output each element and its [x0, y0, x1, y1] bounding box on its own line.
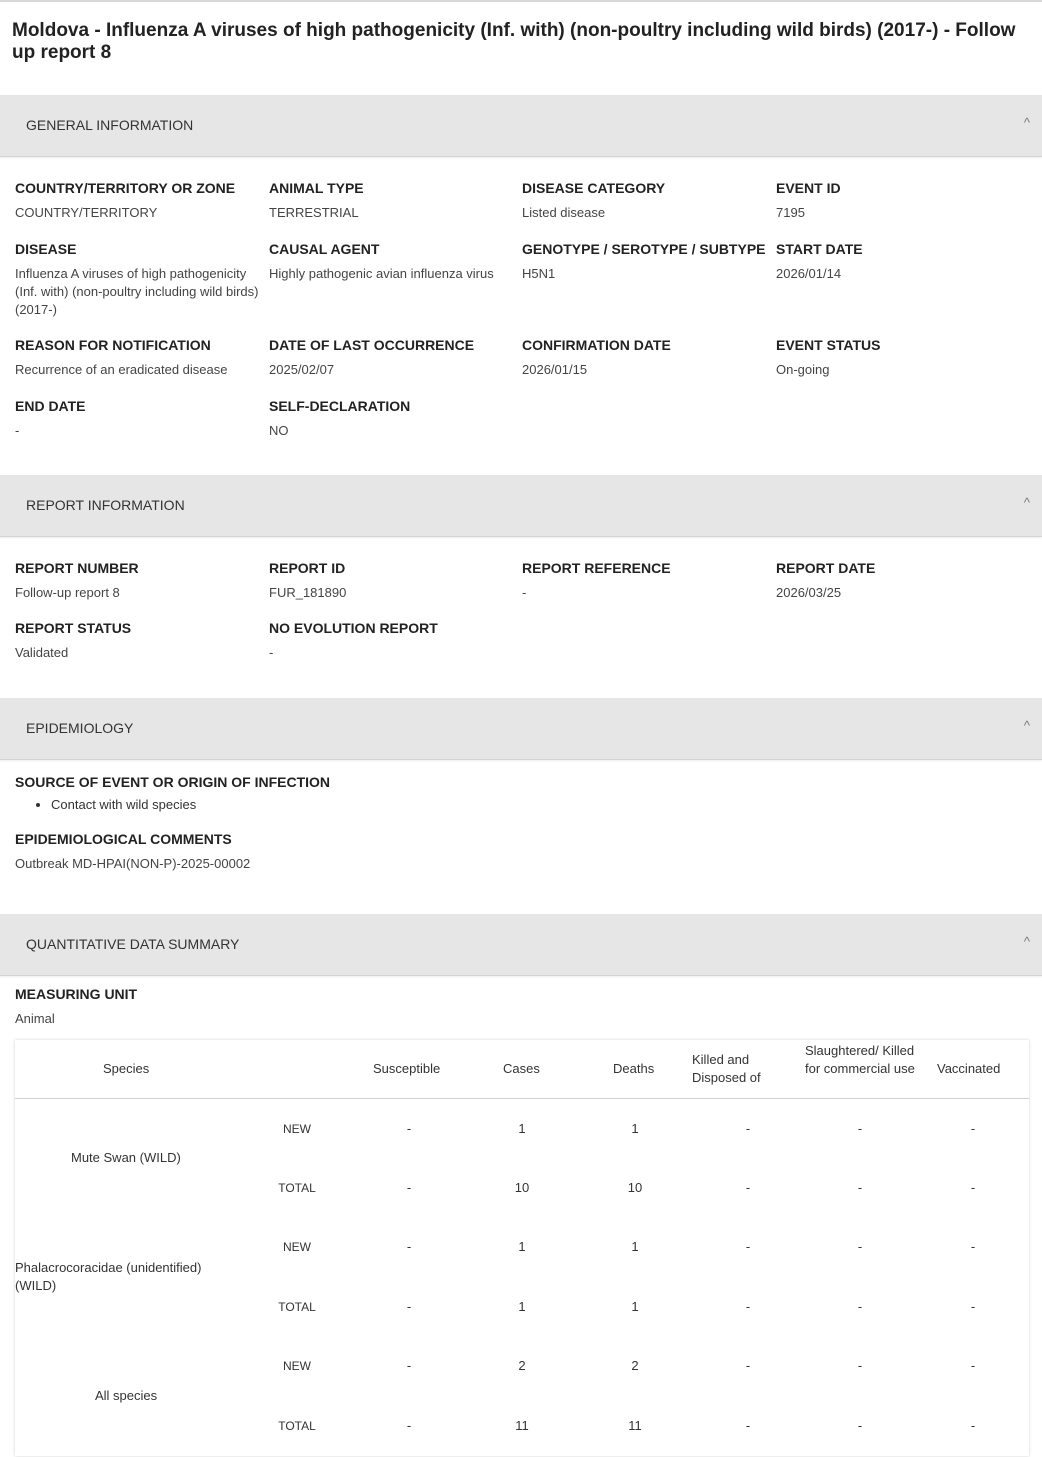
field-label: EVENT ID — [776, 180, 841, 196]
field-value: - — [522, 585, 527, 600]
field-value: Highly pathogenic avian influenza virus — [269, 266, 494, 281]
field-value: Listed disease — [522, 205, 606, 220]
field-value: H5N1 — [522, 266, 556, 281]
section-epidemiology[interactable] — [0, 698, 1042, 760]
cell-susceptible: - — [406, 1180, 412, 1195]
field-value: 2026/01/14 — [776, 266, 842, 281]
cell-slaughtered: - — [857, 1418, 863, 1433]
field-label: DISEASE — [15, 241, 77, 257]
field-label: START DATE — [776, 241, 863, 257]
quantitative-data-table — [15, 1040, 1029, 1456]
field-label: REPORT DATE — [776, 560, 876, 576]
cell-vaccinated: - — [970, 1299, 976, 1314]
field-event-id — [776, 179, 1028, 222]
field-value: Follow-up report 8 — [15, 585, 120, 600]
cell-killed: - — [745, 1121, 751, 1136]
section-general-information[interactable] — [0, 95, 1042, 157]
field-measuring-unit — [15, 985, 267, 1028]
field-label: END DATE — [15, 398, 86, 414]
field-value: TERRESTRIAL — [269, 205, 359, 220]
field-value: Recurrence of an eradicated disease — [15, 362, 228, 377]
cell-cases: 10 — [514, 1180, 530, 1195]
column-header-killed-and-disposed: Killed and Disposed of — [692, 1052, 761, 1085]
field-label: ANIMAL TYPE — [269, 180, 364, 196]
field-causal-agent — [269, 240, 521, 283]
field-no-evolution-report — [269, 619, 521, 662]
field-label: REPORT STATUS — [15, 620, 132, 636]
cell-cases: 1 — [518, 1299, 526, 1314]
chevron-up-icon[interactable]: ^ — [1023, 115, 1030, 130]
cell-killed: - — [745, 1418, 751, 1433]
cell-susceptible: - — [406, 1121, 412, 1136]
field-label: COUNTRY/TERRITORY OR ZONE — [15, 180, 236, 196]
field-report-status — [15, 619, 267, 662]
section-title: GENERAL INFORMATION — [26, 117, 194, 133]
cell-slaughtered: - — [857, 1239, 863, 1254]
cell-susceptible: - — [406, 1358, 412, 1373]
field-value: On-going — [776, 362, 830, 377]
field-label: MEASURING UNIT — [15, 986, 138, 1002]
cell-killed: - — [745, 1299, 751, 1314]
cell-deaths: 10 — [627, 1180, 643, 1195]
field-value: NO — [269, 423, 289, 438]
field-disease-category — [522, 179, 774, 222]
field-value: 2025/02/07 — [269, 362, 335, 377]
row-label-new: NEW — [283, 1359, 311, 1373]
chevron-up-icon[interactable]: ^ — [1023, 495, 1030, 510]
source-list — [15, 796, 196, 814]
column-header-vaccinated: Vaccinated — [937, 1061, 1001, 1076]
field-report-number — [15, 559, 267, 602]
field-report-date — [776, 559, 1028, 602]
row-label-total: TOTAL — [278, 1419, 316, 1433]
field-label: DATE OF LAST OCCURRENCE — [269, 337, 475, 353]
field-epidemiological-comments — [15, 830, 515, 873]
field-label: CAUSAL AGENT — [269, 241, 380, 257]
field-value: COUNTRY/TERRITORY — [15, 205, 158, 220]
field-start-date — [776, 240, 1028, 283]
species-name: Mute Swan (WILD) — [71, 1150, 181, 1165]
field-value: 2026/01/15 — [522, 362, 588, 377]
field-value: Outbreak MD-HPAI(NON-P)-2025-00002 — [15, 856, 251, 871]
cell-susceptible: - — [406, 1299, 412, 1314]
field-label: DISEASE CATEGORY — [522, 180, 666, 196]
cell-deaths: 1 — [631, 1121, 639, 1136]
field-end-date — [15, 397, 267, 440]
field-reason-for-notification — [15, 336, 267, 379]
section-report-information[interactable] — [0, 475, 1042, 537]
field-value: FUR_181890 — [269, 585, 347, 600]
cell-deaths: 1 — [631, 1239, 639, 1254]
field-value: Influenza A viruses of high pathogenicity (Inf. with) (non-poultry including wild birds) (2017-) — [15, 266, 259, 317]
list-item: • Contact with wild species — [51, 796, 196, 814]
cell-slaughtered: - — [857, 1180, 863, 1195]
field-label: CONFIRMATION DATE — [522, 337, 671, 353]
field-genotype — [522, 240, 774, 283]
field-label: REPORT ID — [269, 560, 346, 576]
field-date-of-last-occurrence — [269, 336, 521, 379]
cell-cases: 1 — [518, 1121, 526, 1136]
cell-deaths: 1 — [631, 1299, 639, 1314]
field-label: EPIDEMIOLOGICAL COMMENTS — [15, 831, 232, 847]
field-label: REPORT NUMBER — [15, 560, 139, 576]
field-report-reference — [522, 559, 774, 602]
field-source-of-event — [15, 773, 515, 791]
column-header-cases: Cases — [503, 1061, 540, 1076]
field-disease — [15, 240, 267, 319]
field-label: REPORT REFERENCE — [522, 560, 671, 576]
species-name: Phalacrocoracidae (unidentified) (WILD) — [15, 1260, 202, 1293]
field-value: Validated — [15, 645, 69, 660]
cell-slaughtered: - — [857, 1121, 863, 1136]
field-confirmation-date — [522, 336, 774, 379]
cell-killed: - — [745, 1180, 751, 1195]
section-title: QUANTITATIVE DATA SUMMARY — [26, 936, 240, 952]
cell-vaccinated: - — [970, 1239, 976, 1254]
section-title: EPIDEMIOLOGY — [26, 720, 134, 736]
column-header-species: Species — [103, 1061, 150, 1076]
page-title: Moldova - Influenza A viruses of high pathogenicity (Inf. with) (non-poultry including wild birds) (2017-) - Follow up report 8 — [12, 20, 1016, 63]
chevron-up-icon[interactable]: ^ — [1023, 718, 1030, 733]
top-border — [0, 0, 1042, 2]
field-label: SELF-DECLARATION — [269, 398, 411, 414]
row-label-new: NEW — [283, 1240, 311, 1254]
cell-killed: - — [745, 1358, 751, 1373]
cell-cases: 11 — [515, 1418, 529, 1433]
field-value: Animal — [15, 1011, 55, 1026]
cell-killed: - — [745, 1239, 751, 1254]
field-value: - — [15, 423, 20, 438]
cell-cases: 1 — [518, 1239, 526, 1254]
cell-slaughtered: - — [857, 1358, 863, 1373]
row-label-total: TOTAL — [278, 1181, 316, 1195]
cell-susceptible: - — [406, 1418, 412, 1433]
chevron-up-icon[interactable]: ^ — [1023, 934, 1030, 949]
cell-susceptible: - — [406, 1239, 412, 1254]
field-label: GENOTYPE / SEROTYPE / SUBTYPE — [522, 241, 766, 257]
cell-vaccinated: - — [970, 1180, 976, 1195]
cell-deaths: 11 — [628, 1418, 642, 1433]
section-title: REPORT INFORMATION — [26, 497, 185, 513]
field-report-id — [269, 559, 521, 602]
field-label: SOURCE OF EVENT OR ORIGIN OF INFECTION — [15, 774, 331, 790]
field-value: - — [269, 645, 274, 660]
cell-cases: 2 — [518, 1358, 526, 1373]
cell-deaths: 2 — [631, 1358, 639, 1373]
row-label-new: NEW — [283, 1122, 311, 1136]
field-value: 2026/03/25 — [776, 585, 842, 600]
cell-slaughtered: - — [857, 1299, 863, 1314]
field-country — [15, 179, 267, 222]
section-quantitative-data-summary[interactable] — [0, 914, 1042, 976]
cell-vaccinated: - — [970, 1358, 976, 1373]
column-header-slaughtered: Slaughtered/ Killed for commercial use — [805, 1043, 915, 1076]
species-name: All species — [95, 1388, 158, 1403]
field-label: EVENT STATUS — [776, 337, 881, 353]
field-animal-type — [269, 179, 521, 222]
field-label: REASON FOR NOTIFICATION — [15, 337, 211, 353]
row-label-total: TOTAL — [278, 1300, 316, 1314]
field-value: 7195 — [776, 205, 805, 220]
column-header-deaths: Deaths — [613, 1061, 655, 1076]
cell-vaccinated: - — [970, 1121, 976, 1136]
column-header-susceptible: Susceptible — [373, 1061, 441, 1076]
cell-vaccinated: - — [970, 1418, 976, 1433]
field-label: NO EVOLUTION REPORT — [269, 620, 438, 636]
header-divider — [15, 1098, 1029, 1099]
field-event-status — [776, 336, 1028, 379]
field-self-declaration — [269, 397, 521, 440]
